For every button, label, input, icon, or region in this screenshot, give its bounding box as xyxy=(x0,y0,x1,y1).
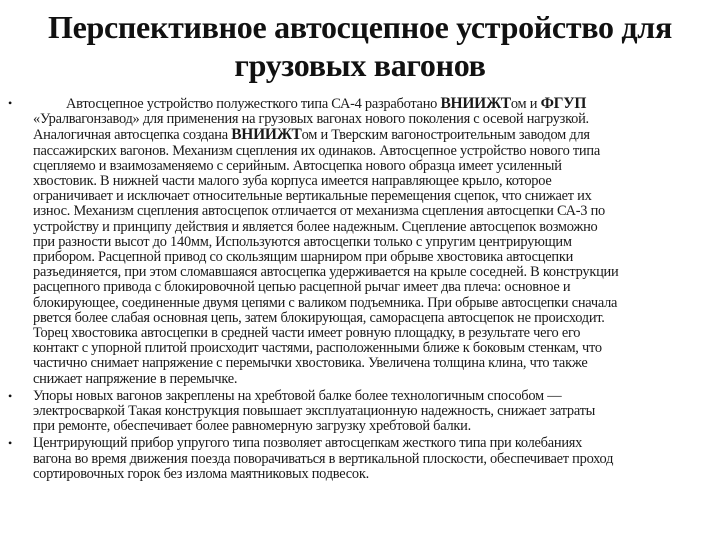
bullet-icon: • xyxy=(8,388,13,403)
text-line: Автосцепное устройство полужесткого типа СА-4 разработано ВНИИЖТом и ФГУП xyxy=(66,95,587,112)
title-line-1: Перспективное автосцепное устройство для xyxy=(48,9,672,45)
text-line: Аналогичная автосцепка создана ВНИИЖТом и Тверским вагоностроительным заводом для xyxy=(33,126,590,144)
bold-org-name: ВНИИЖТ xyxy=(231,126,302,144)
text-line: сортировочных горок без излома маятниковых подвесок. xyxy=(33,465,369,482)
bullet-item-stops-welding xyxy=(0,389,720,435)
bullet-item-coupler-description xyxy=(0,96,720,387)
text-line: при разности высот до 140мм, Используются автосцепки только с упругим центрирующим xyxy=(33,233,572,250)
text-line: ограничивает и исключает относительные вертикальные перемещения сцепок, что снижает их xyxy=(33,188,592,205)
bold-org-name: ФГУП xyxy=(540,95,587,112)
text-line: Центрирующий прибор упругого типа позволяет автосцепкам жесткого типа при колебаниях xyxy=(33,435,583,452)
text-line: пассажирских вагонов. Механизм сцепления их одинаков. Автосцепное устройство нового типа xyxy=(33,142,600,159)
bullet-icon: • xyxy=(8,96,13,110)
bullet-item-centering-device xyxy=(0,436,720,482)
text-line: вагона во время движения поезда поворачиваться в вертикальной плоскости, обеспечивает проход xyxy=(33,450,614,467)
text-line: износ. Механизм сцепления автосцепок отличается от механизма сцепления автосцепки СА-3 по xyxy=(33,203,605,220)
bullet-icon: • xyxy=(8,436,13,451)
text-line: расцепного привода с блокировочной цепью расцепной рычаг имеет два плеча: основное и xyxy=(33,279,571,296)
text-line: при ремонте, обеспечивает более равномерную загрузку хребтовой балки. xyxy=(33,418,471,435)
bold-org-name: ВНИИЖТ xyxy=(440,95,511,112)
text-line: Упоры новых вагонов закреплены на хребтовой балке более технологичным способом — xyxy=(33,387,562,404)
text-line: хвостовик. В нижней части малого зуба корпуса имеется направляющее крыло, которое xyxy=(33,173,552,190)
text-line: снижает напряжение в перемычке. xyxy=(33,370,238,387)
text-line: Торец хвостовика автосцепки в средней части имеет ровную площадку, в результате чего его xyxy=(33,325,581,342)
text-line: сцепляемо и взаимозаменяемо с серийным. Автосцепка нового образца имеет усиленный xyxy=(33,157,562,174)
text-line: устройству и принципу действия и является более надежным. Сцепление автосцепок возможно xyxy=(33,218,598,235)
text-line: прибором. Расцепной привод со скользящим шарниром при обрыве хвостовика автосцепки xyxy=(33,249,574,266)
text-line: электросваркой Такая конструкция повышает эксплуатационную надежность, снижает затраты xyxy=(33,403,596,420)
text-line: разъединяется, при этом сломавшаяся автосцепка удерживается на крыле соседней. В конструкции xyxy=(33,264,619,281)
text-line: «Уралвагонзавод» для применения на грузовых вагонах нового поколения с осевой нагрузкой. xyxy=(33,111,589,128)
slide-body xyxy=(0,96,720,482)
text-line: блокирующее, соединенные двумя цепями с валиком подъемника. При обрыве автосцепки сначала xyxy=(33,294,618,311)
slide-title xyxy=(0,8,720,84)
title-line-2: грузовых вагонов xyxy=(234,47,486,83)
text-line: контакт с упорной плитой происходит частями, расположенными ближе к боковым стенкам, что xyxy=(33,340,602,357)
text-line: частично снимает напряжение с перемычки хвостовика. Увеличена толщина клина, что также xyxy=(33,355,588,372)
text-line: рвется более слабая основная цепь, затем блокирующая, саморасцепа автосцепок не происходит. xyxy=(33,309,605,326)
